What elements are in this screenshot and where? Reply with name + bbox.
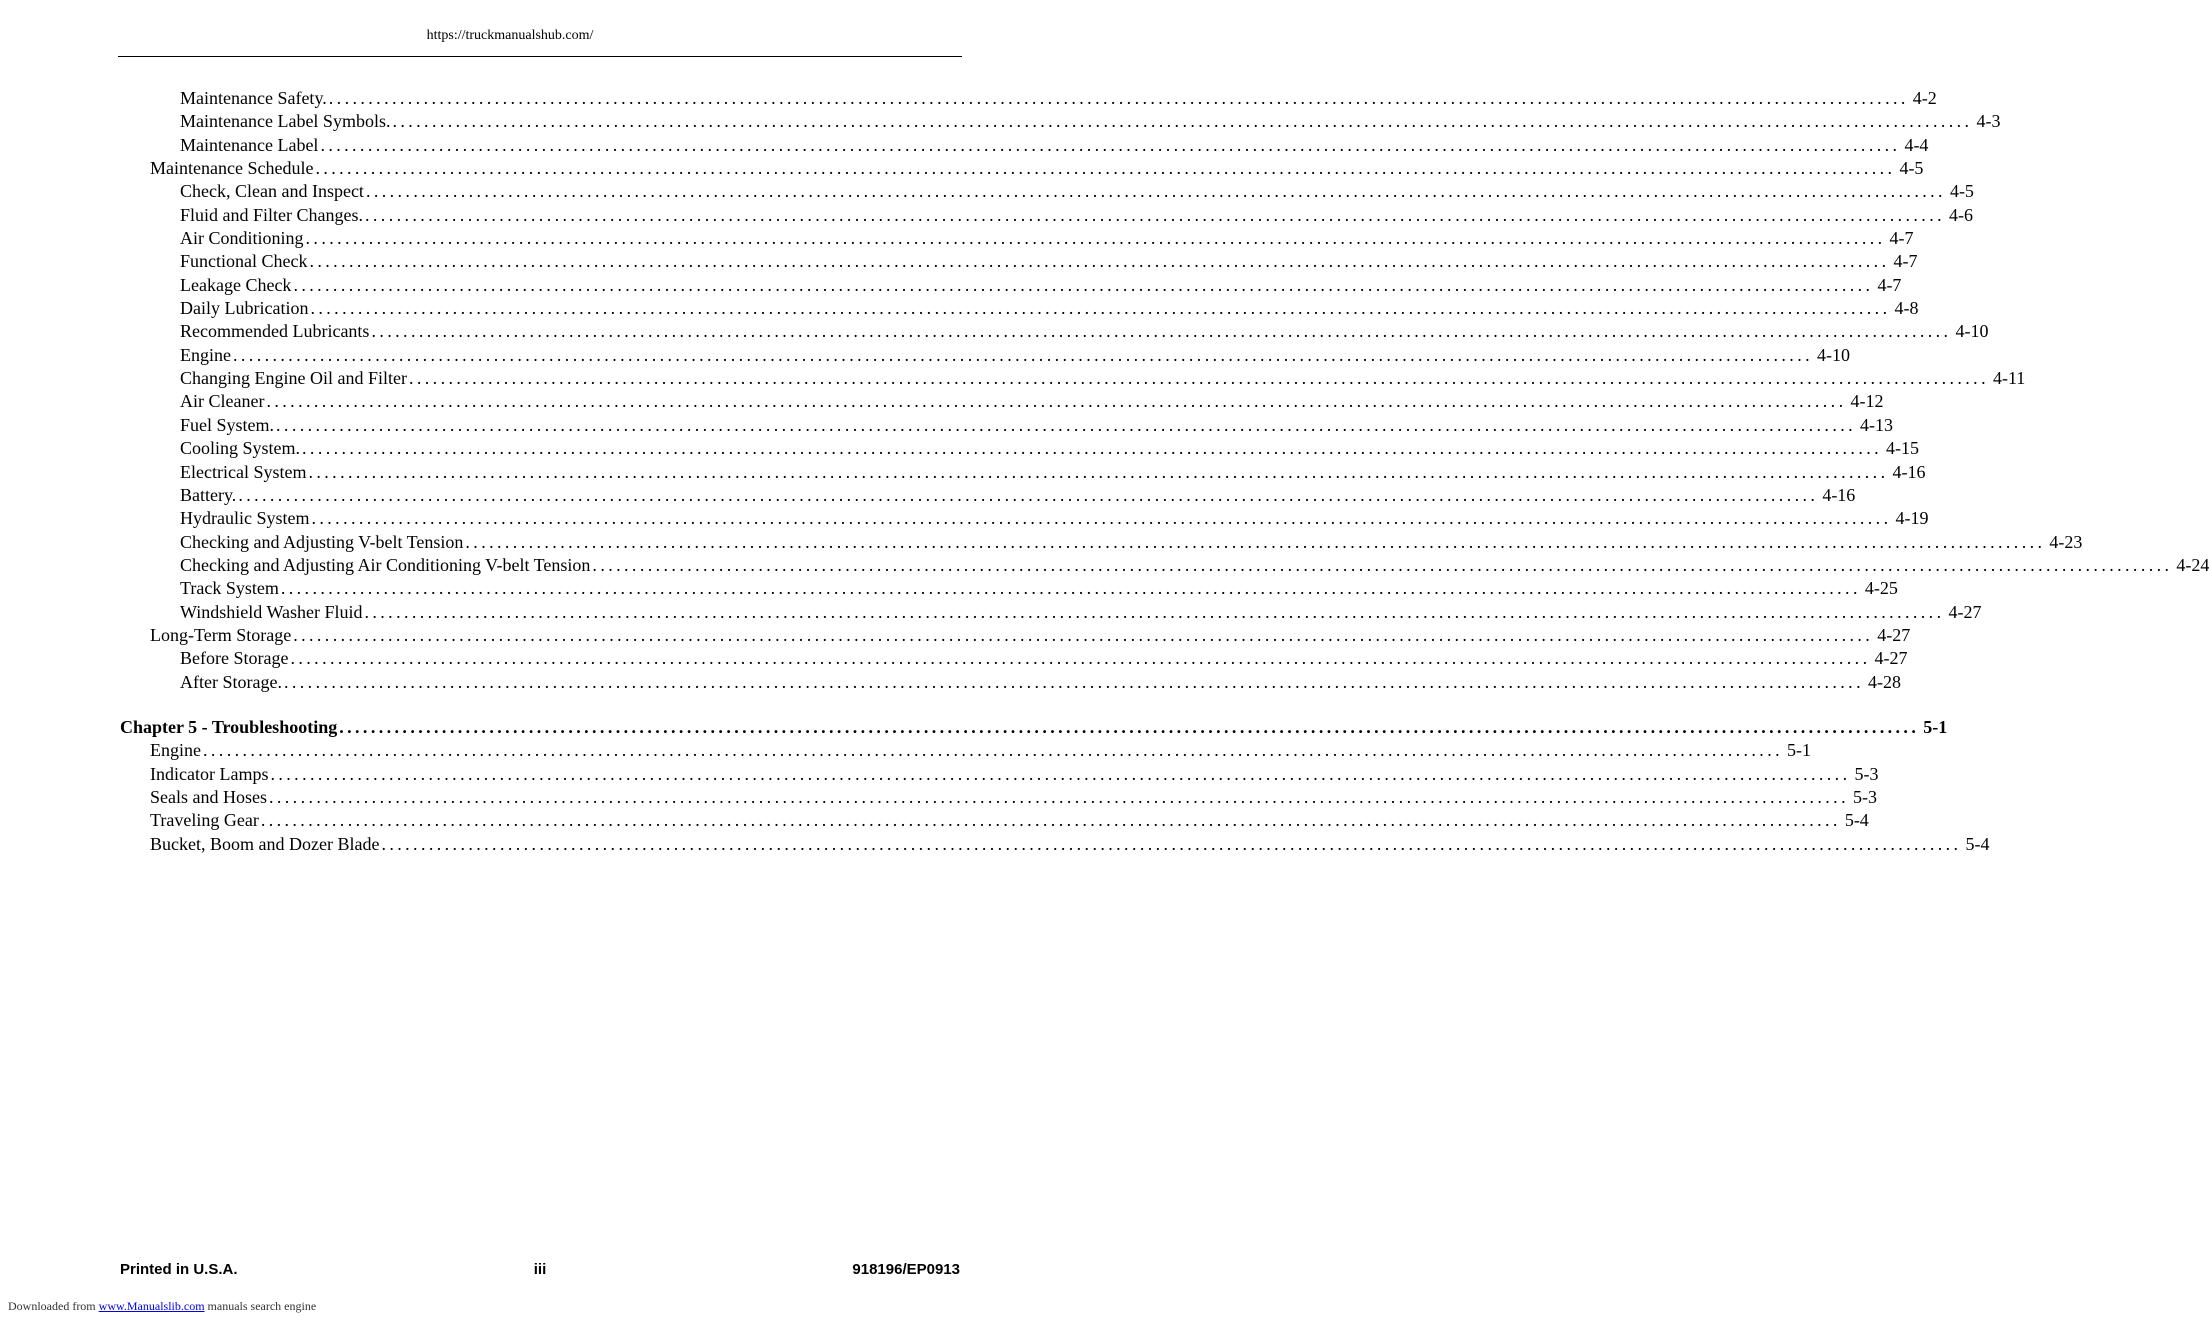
toc-entry-row[interactable]: [120, 87, 1937, 110]
toc-entry-title: Seals and Hoses: [150, 786, 267, 807]
toc-entry-title: Indicator Lamps: [150, 763, 269, 784]
toc-entry-page: 5-3: [1852, 786, 1877, 807]
toc-entry-title: Bucket, Boom and Dozer Blade: [150, 833, 380, 854]
toc-entry-page: 5-4: [1965, 833, 1990, 854]
toc-entry-page: 4-10: [1955, 321, 1989, 342]
toc-entry-row[interactable]: [120, 320, 1989, 343]
toc-entry-page: 4-16: [1822, 484, 1856, 505]
toc-entry-title: Recommended Lubricants: [180, 321, 370, 342]
toc-dot-leader: ........................................................................................................................................................................................................: [238, 484, 1819, 505]
toc-entry-row[interactable]: [120, 507, 1929, 530]
toc-entry-title: Electrical System: [180, 461, 307, 482]
toc-entry-title: Battery.: [180, 484, 237, 505]
toc-entry-page: 4-8: [1894, 298, 1919, 319]
toc-entry-row[interactable]: [120, 554, 2209, 577]
toc-entry-page: 4-28: [1867, 671, 1901, 692]
table-of-contents: [120, 87, 2209, 856]
toc-entry-row[interactable]: [120, 577, 1898, 600]
toc-dot-leader: ........................................................................................................................................................................................................: [308, 461, 1889, 482]
toc-entry-page: 4-6: [1949, 204, 1973, 225]
toc-entry-title: Maintenance Label Symbols.: [180, 111, 391, 132]
toc-entry-row[interactable]: [120, 739, 1811, 762]
toc-entry-title: Check, Clean and Inspect: [180, 181, 364, 202]
toc-dot-leader: ........................................................................................................................................................................................................: [371, 321, 1952, 342]
toc-entry-row[interactable]: [120, 531, 2083, 554]
toc-entry-page: 5-4: [1844, 810, 1869, 831]
toc-entry-page: 5-3: [1854, 763, 1879, 784]
toc-dot-leader: ........................................................................................................................................................................................................: [203, 740, 1783, 761]
footer-document-number: 918196/EP0913: [852, 1261, 960, 1278]
toc-entry-row[interactable]: [120, 763, 1879, 786]
toc-entry-row[interactable]: [120, 461, 1926, 484]
toc-entry-page: 4-19: [1895, 508, 1929, 529]
downloaded-from-notice: [8, 1299, 316, 1314]
toc-entry-title: Traveling Gear: [150, 810, 259, 831]
toc-entry-row[interactable]: [120, 786, 1877, 809]
toc-entry-title: Leakage Check: [180, 274, 292, 295]
toc-entry-title: Cooling System.: [180, 438, 301, 459]
toc-entry-title: After Storage.: [180, 671, 282, 692]
downloaded-prefix: Downloaded from: [8, 1299, 96, 1313]
toc-entry-page: 4-5: [1949, 181, 1974, 202]
toc-entry-title: Fuel System.: [180, 414, 275, 435]
toc-entry-row[interactable]: [120, 344, 1850, 367]
toc-entry-row[interactable]: [120, 484, 1856, 507]
toc-chapter-row[interactable]: [120, 716, 1948, 739]
toc-dot-leader: ........................................................................................................................................................................................................: [266, 391, 1847, 412]
toc-entry-row[interactable]: [120, 204, 1973, 227]
toc-entry-row[interactable]: [120, 809, 1869, 832]
toc-entry-row[interactable]: [120, 390, 1884, 413]
toc-entry-title: Fluid and Filter Changes.: [180, 204, 363, 225]
toc-entry-page: 4-10: [1817, 344, 1850, 365]
toc-entry-row[interactable]: [120, 601, 1982, 624]
toc-entry-page: 4-15: [1886, 438, 1920, 459]
toc-dot-leader: ........................................................................................................................................................................................................: [233, 344, 1813, 365]
toc-entry-page: 5-1: [1787, 740, 1811, 761]
toc-entry-page: 4-23: [2049, 531, 2083, 552]
toc-entry-row[interactable]: [120, 297, 1919, 320]
toc-entry-row[interactable]: [120, 250, 1918, 273]
toc-dot-leader: ........................................................................................................................................................................................................: [268, 786, 1849, 807]
toc-dot-leader: ........................................................................................................................................................................................................: [365, 181, 1946, 202]
toc-entry-page: 4-2: [1912, 88, 1937, 108]
toc-dot-leader: ........................................................................................................................................................................................................: [465, 531, 2046, 552]
toc-entry-page: 4-13: [1860, 414, 1894, 435]
toc-dot-leader: ........................................................................................................................................................................................................: [293, 274, 1874, 295]
toc-entry-page: 4-16: [1892, 461, 1926, 482]
toc-entry-title: Functional Check: [180, 251, 308, 272]
toc-entry-page: 4-7: [1889, 228, 1914, 249]
manualslib-link[interactable]: www.Manualslib.com: [98, 1299, 205, 1313]
toc-dot-leader: ........................................................................................................................................................................................................: [311, 508, 1892, 529]
toc-entry-title: Changing Engine Oil and Filter: [180, 368, 407, 389]
toc-entry-page: 4-27: [1948, 601, 1982, 622]
toc-entry-page: 4-27: [1874, 648, 1908, 669]
toc-dot-leader: ........................................................................................................................................................................................................: [320, 134, 1901, 155]
toc-entry-title: Daily Lubrication: [180, 298, 309, 319]
toc-entry-page: 5-1: [1923, 716, 1948, 737]
toc-entry-row[interactable]: [120, 227, 1914, 250]
toc-entry-page: 4-5: [1899, 158, 1924, 179]
toc-entry-title: Track System: [180, 578, 279, 599]
toc-entry-title: Chapter 5 - Troubleshooting: [120, 716, 338, 737]
toc-dot-leader: ........................................................................................................................................................................................................: [339, 716, 1920, 737]
toc-entry-page: 4-11: [1992, 368, 2026, 389]
toc-entry-row[interactable]: [120, 624, 1911, 647]
toc-entry-title: Maintenance Safety.: [180, 88, 327, 108]
toc-dot-leader: ........................................................................................................................................................................................................: [276, 414, 1857, 435]
toc-entry-row[interactable]: [120, 157, 1924, 180]
toc-dot-leader: ........................................................................................................................................................................................................: [270, 763, 1851, 784]
toc-dot-leader: ........................................................................................................................................................................................................: [283, 671, 1864, 692]
toc-entry-title: Maintenance Label: [180, 134, 319, 155]
toc-entry-title: Hydraulic System: [180, 508, 310, 529]
toc-entry-row[interactable]: [120, 134, 1929, 157]
toc-entry-page: 4-24: [2176, 554, 2209, 575]
toc-entry-title: Before Storage: [180, 648, 289, 669]
toc-entry-row[interactable]: [120, 274, 1902, 297]
toc-dot-leader: ........................................................................................................................................................................................................: [305, 228, 1886, 249]
toc-entry-title: Windshield Washer Fluid: [180, 601, 363, 622]
toc-entry-row[interactable]: [120, 671, 1901, 694]
toc-entry-row[interactable]: [120, 180, 1974, 203]
toc-dot-leader: ........................................................................................................................................................................................................: [592, 554, 2173, 575]
toc-dot-leader: ........................................................................................................................................................................................................: [408, 368, 1989, 389]
toc-entry-row[interactable]: [120, 437, 1920, 460]
toc-entry-page: 4-4: [1904, 134, 1929, 155]
toc-entry-row[interactable]: [120, 647, 1908, 670]
toc-entry-title: Checking and Adjusting V-belt Tension: [180, 531, 464, 552]
toc-dot-leader: ........................................................................................................................................................................................................: [328, 88, 1909, 108]
toc-entry-page: 4-12: [1850, 391, 1884, 412]
toc-entry-row[interactable]: [120, 414, 1894, 437]
toc-entry-row[interactable]: [120, 833, 1990, 856]
toc-entry-row[interactable]: [120, 110, 2001, 133]
toc-entry-title: Engine: [150, 740, 201, 761]
toc-dot-leader: ........................................................................................................................................................................................................: [381, 833, 1962, 854]
toc-dot-leader: ........................................................................................................................................................................................................: [302, 438, 1883, 459]
header-rule: [118, 56, 962, 57]
toc-dot-leader: ........................................................................................................................................................................................................: [365, 204, 1945, 225]
header-url: https://truckmanualshub.com/: [426, 28, 594, 43]
toc-entry-page: 4-25: [1864, 578, 1898, 599]
toc-dot-leader: ........................................................................................................................................................................................................: [260, 810, 1841, 831]
toc-entry-row[interactable]: [120, 367, 2026, 390]
toc-dot-leader: ........................................................................................................................................................................................................: [293, 624, 1874, 645]
toc-entry-title: Engine: [180, 344, 231, 365]
toc-dot-leader: ........................................................................................................................................................................................................: [392, 111, 1973, 132]
toc-dot-leader: ........................................................................................................................................................................................................: [280, 578, 1861, 599]
toc-entry-title: Checking and Adjusting Air Conditioning V-belt Tension: [180, 554, 591, 575]
toc-entry-title: Maintenance Schedule: [150, 158, 314, 179]
toc-dot-leader: ........................................................................................................................................................................................................: [364, 601, 1945, 622]
downloaded-suffix: manuals search engine: [207, 1299, 317, 1313]
toc-dot-leader: ........................................................................................................................................................................................................: [290, 648, 1871, 669]
toc-dot-leader: ........................................................................................................................................................................................................: [315, 158, 1896, 179]
toc-entry-title: Air Cleaner: [180, 391, 265, 412]
toc-entry-title: Air Conditioning: [180, 228, 304, 249]
footer-print-location: Printed in U.S.A.: [120, 1261, 238, 1278]
toc-dot-leader: ........................................................................................................................................................................................................: [310, 298, 1891, 319]
toc-entry-title: Long-Term Storage: [150, 624, 292, 645]
toc-entry-page: 4-7: [1877, 274, 1902, 295]
toc-entry-page: 4-27: [1877, 624, 1911, 645]
toc-entry-page: 4-7: [1893, 251, 1918, 272]
toc-dot-leader: ........................................................................................................................................................................................................: [309, 251, 1890, 272]
toc-entry-page: 4-3: [1976, 111, 2001, 132]
footer-page-number: iii: [533, 1261, 547, 1278]
